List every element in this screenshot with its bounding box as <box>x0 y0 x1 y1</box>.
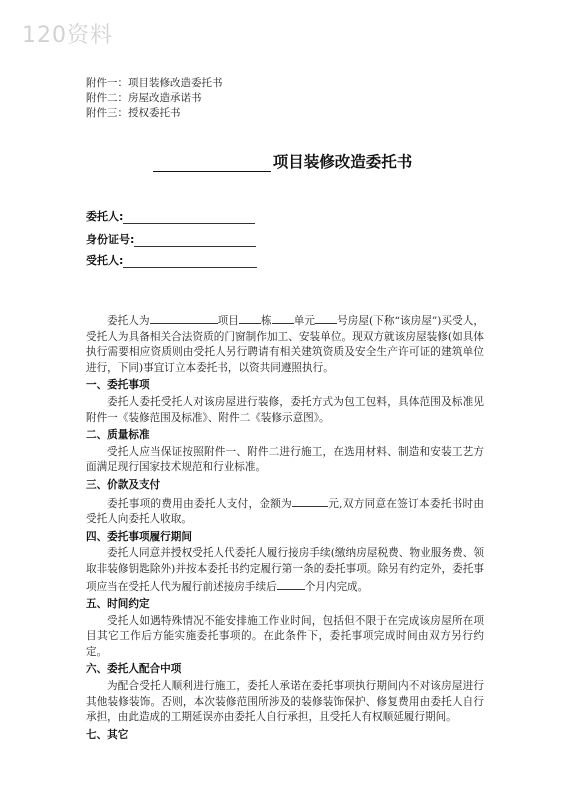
section-heading: 六、委托人配合中项 <box>86 663 182 676</box>
document-body <box>86 312 484 744</box>
blank-line <box>315 312 337 324</box>
blank-line <box>292 495 328 507</box>
document-title <box>0 150 565 172</box>
title-blank <box>153 156 271 172</box>
attachment-item: 附件三：授权委托书 <box>86 107 181 119</box>
section-text: 委托事项的费用由委托人支付，金额为 元,双方同意在签订本委托书时由受托人向委托人收取。 <box>86 495 484 528</box>
intro-paragraph: 委托人为 项目 栋 单元 号房屋(下称“该房屋”)买受人，受托人为具备相关合法资质的门窗制作加工、安装单位。现双方就该房屋装修(如具体执行需要相应资质则由受托人另行聘请有相关建筑资质及安全生产许可证的建筑单位进行，下同)事宜订立本委托书，以资共同遵照执行。 <box>86 312 484 376</box>
watermark: 120资料 <box>22 23 113 48</box>
section-heading: 七、其它 <box>86 728 129 741</box>
section-text: 委托人委托受托人对该房屋进行装修，委托方式为包工包料，具体范围及标准见附件一《装修范围及标准》、附件二《装修示意图》。 <box>86 395 484 424</box>
principal-line <box>123 211 255 224</box>
section-heading: 一、委托事项 <box>86 379 150 392</box>
attachment-list <box>86 76 223 121</box>
section-heading: 二、质量标准 <box>86 429 150 442</box>
agent-field <box>86 252 257 268</box>
title-text: 项目装修改造委托书 <box>272 153 413 171</box>
agent-label: 受托人: <box>86 254 124 267</box>
section-heading: 四、委托事项履行期间 <box>86 530 192 543</box>
section-text: 委托人同意并授权受托人代委托人履行接房手续(缴纳房屋税费、物业服务费、领取非装修钥匙除外)并按本委托书约定履行第一条的委托事项。除另有约定外，委托事项应当在受托人代为履行前述接房手续后 个月内完成。 <box>86 547 484 593</box>
id-number-field <box>86 231 256 247</box>
principal-field <box>86 208 255 224</box>
id-number-label: 身份证号: <box>86 233 135 246</box>
section-text: 为配合受托人顺利进行施工，委托人承诺在委托事项执行期间内不对该房屋进行其他装修装饰。否则，本次装修范围所涉及的装修装饰保护、修复费用由委托人自行承担，由此造成的工期延误亦由委托人自行承担，且受托人有权顺延履行期间。 <box>86 680 484 724</box>
section-text: 受托人应当保证按照附件一、附件二进行施工，在选用材料、制造和安装工艺方面满足现行国家技术规范和行业标准。 <box>86 445 484 474</box>
blank-line <box>277 578 305 590</box>
principal-label: 委托人: <box>86 210 124 223</box>
blank-line <box>272 312 294 324</box>
section-text: 受托人如遇特殊情况不能安排施工作业时间，包括但不限于在完成该房屋所在项目其它工作后方能实施委托事项的。在此条件下，委托事项完成时间由双方另行约定。 <box>86 614 484 658</box>
id-number-line <box>134 234 256 247</box>
section-heading: 三、价款及支付 <box>86 478 161 491</box>
section-heading: 五、时间约定 <box>86 598 150 611</box>
attachment-item: 附件一：项目装修改造委托书 <box>86 77 223 89</box>
blank-line <box>239 312 261 324</box>
attachment-item: 附件二：房屋改造承诺书 <box>86 92 202 104</box>
blank-line <box>150 312 218 324</box>
agent-line <box>123 255 257 268</box>
